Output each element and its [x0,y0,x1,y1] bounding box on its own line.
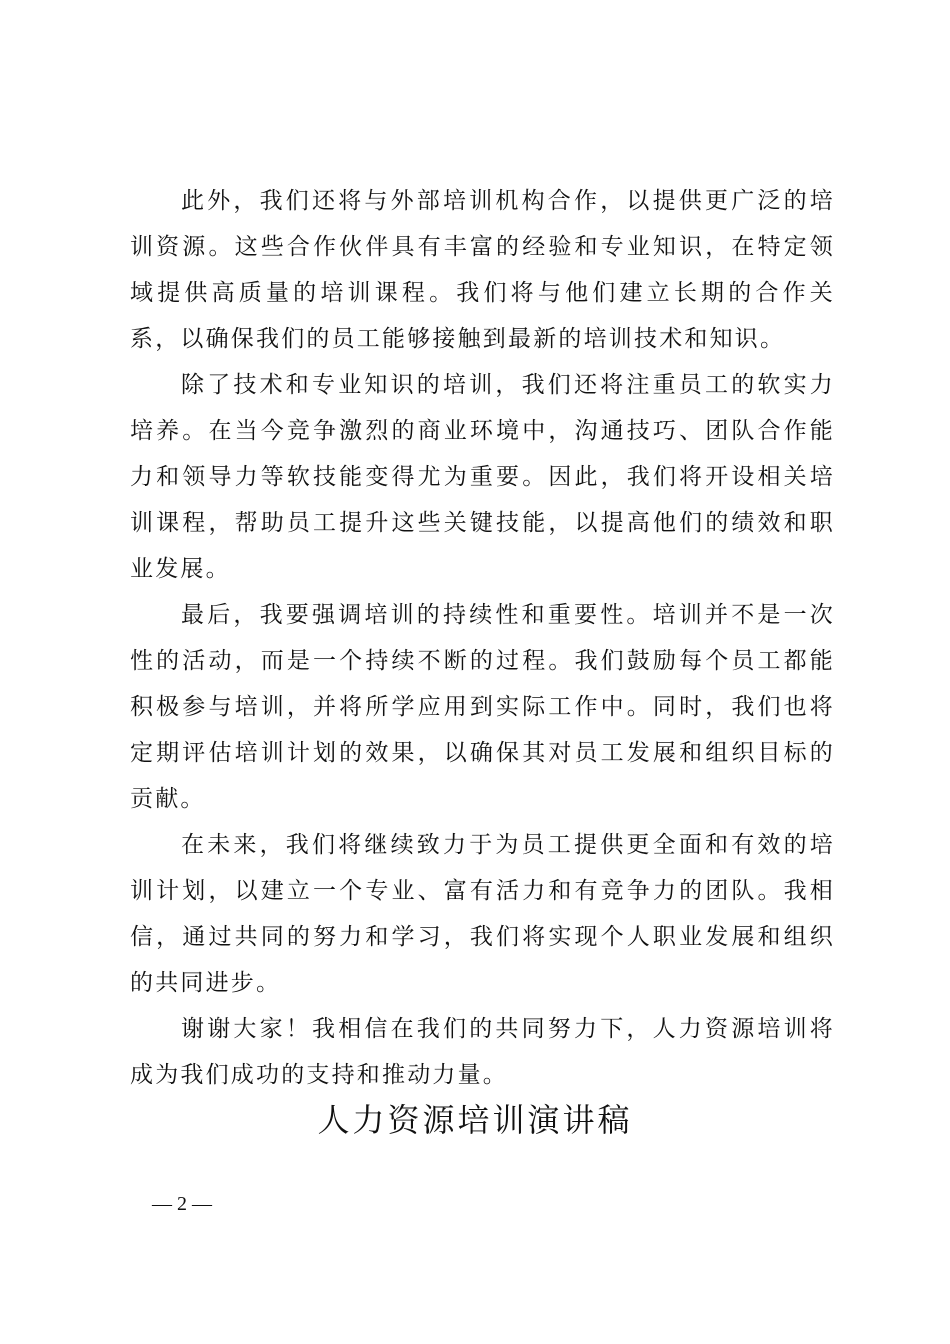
body-text [130,178,835,1098]
paragraph-2: 除了技术和专业知识的培训，我们还将注重员工的软实力培养。在当今竞争激烈的商业环境中，沟通技巧、团队合作能力和领导力等软技能变得尤为重要。因此，我们将开设相关培训课程，帮助员工提升这些关键技能，以提高他们的绩效和职业发展。 [130,372,835,582]
document-title: 人力资源培训演讲稿 [317,1101,633,1139]
paragraph-4: 在未来，我们将继续致力于为员工提供更全面和有效的培训计划，以建立一个专业、富有活力和有竞争力的团队。我相信，通过共同的努力和学习，我们将实现个人职业发展和组织的共同进步。 [130,832,835,996]
paragraph-5: 谢谢大家！我相信在我们的共同努力下，人力资源培训将成为我们成功的支持和推动力量。 [130,1016,835,1088]
page-number: — 2 — [152,1193,212,1215]
paragraph-1: 此外，我们还将与外部培训机构合作，以提供更广泛的培训资源。这些合作伙伴具有丰富的经验和专业知识，在特定领域提供高质量的培训课程。我们将与他们建立长期的合作关系，以确保我们的员工能够接触到最新的培训技术和知识。 [130,188,835,352]
paragraph-3: 最后，我要强调培训的持续性和重要性。培训并不是一次性的活动，而是一个持续不断的过程。我们鼓励每个员工都能积极参与培训，并将所学应用到实际工作中。同时，我们也将定期评估培训计划的效果，以确保其对员工发展和组织目标的贡献。 [130,602,835,812]
